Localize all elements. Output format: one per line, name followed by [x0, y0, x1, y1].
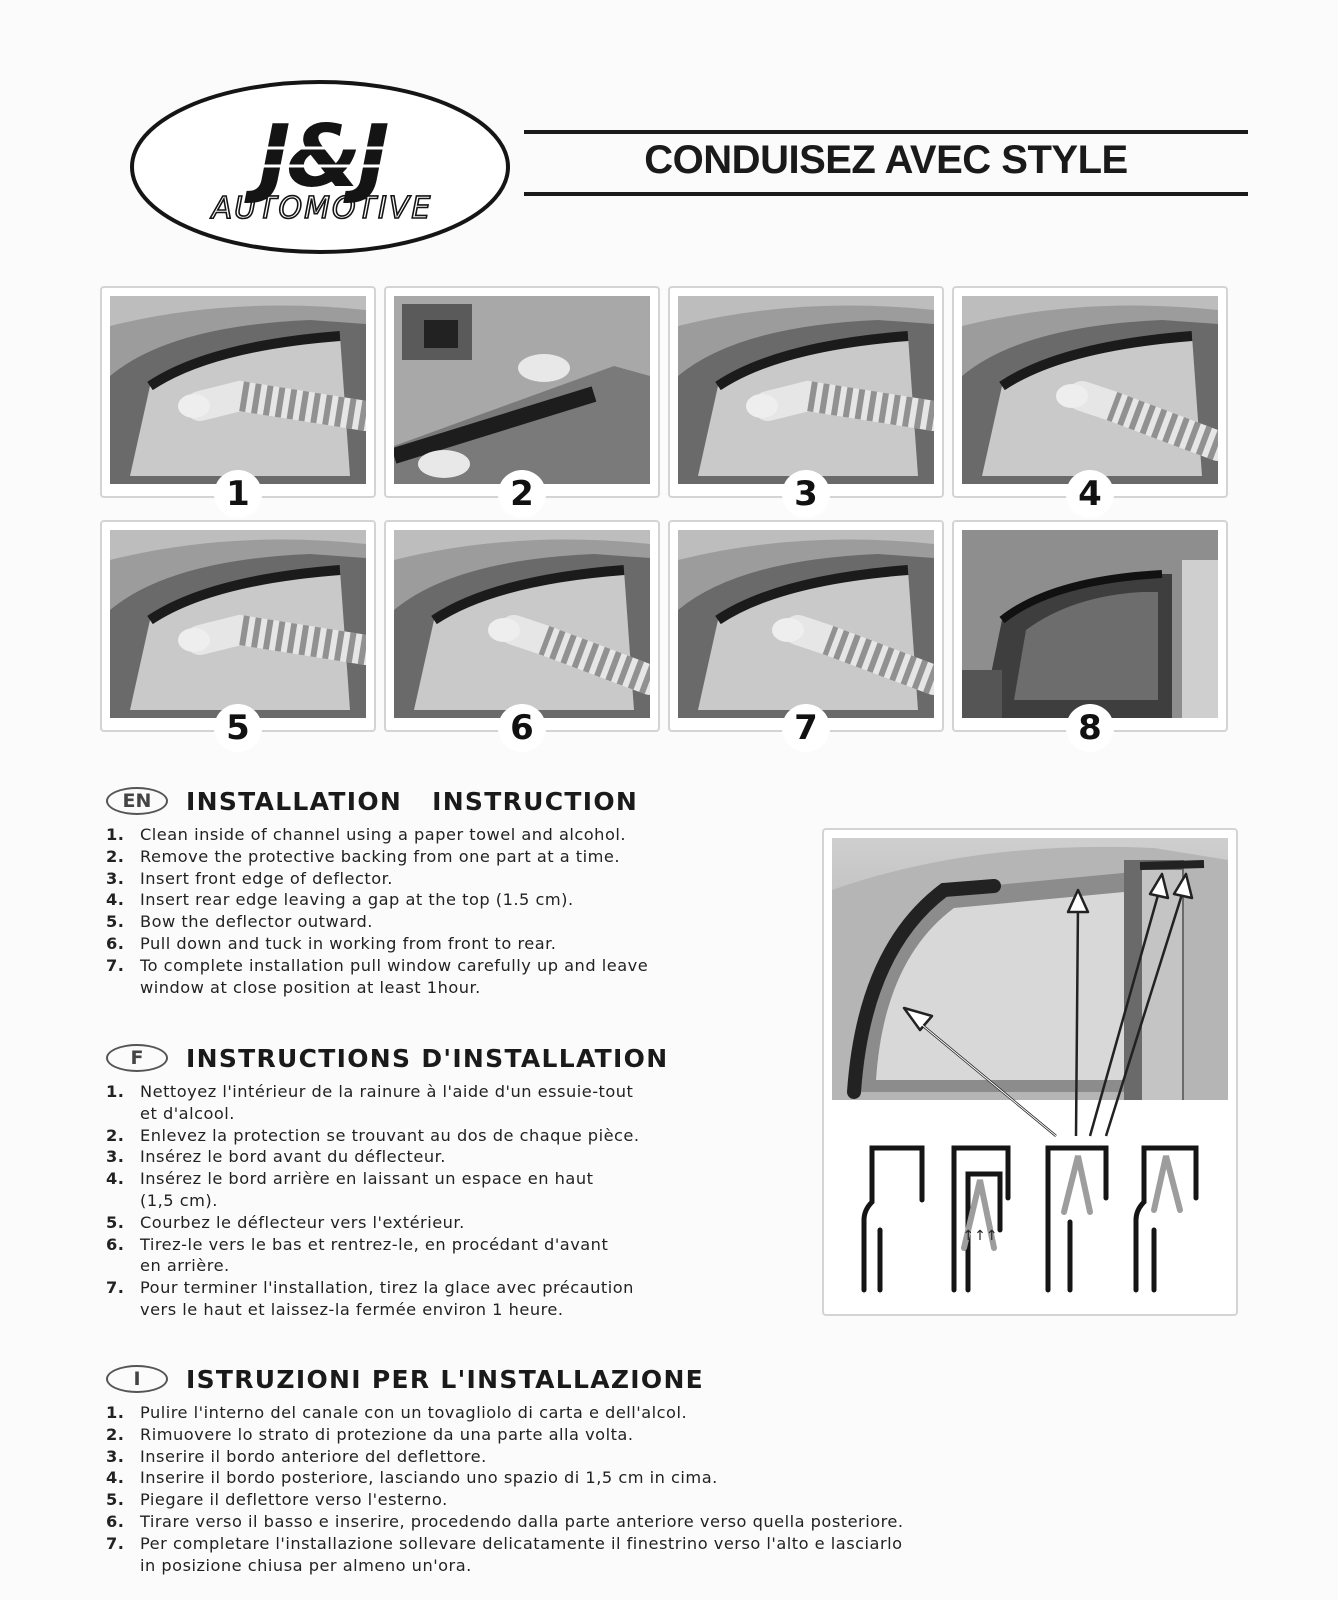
instruction-step-number: 7. [106, 1533, 125, 1553]
instruction-step-number: 1. [106, 1403, 125, 1422]
instruction-step-number: 4. [106, 1169, 125, 1189]
instruction-step-text [140, 1125, 668, 1147]
instruction-step-text [140, 1168, 668, 1212]
instruction-step [106, 933, 648, 955]
instruction-step-text [140, 1402, 904, 1424]
instruction-line: Clean inside of channel using a paper towel and alcohol. [140, 825, 626, 844]
hand-on-window-icon [110, 296, 366, 484]
instruction-step-number: 3. [106, 868, 125, 888]
instruction-step-number: 4. [106, 1468, 125, 1488]
step-card-7 [668, 520, 944, 748]
instruction-line: Pull down and tuck in working from front to rear. [140, 933, 557, 953]
slogan: CONDUISEZ AVEC STYLE [644, 138, 1128, 182]
instruction-step-number: 1. [106, 1082, 125, 1101]
step-number-3: 3 [782, 470, 830, 518]
channel-diagram [822, 828, 1238, 1316]
logo-main-text: J&J [258, 107, 386, 207]
instruction-step-text [140, 846, 648, 868]
instruction-line: Pulire l'interno del canale con un tovagliolo di carta e dell'alcol. [140, 1403, 688, 1422]
instruction-list-en [106, 824, 648, 998]
instruction-step-number: 6. [106, 1234, 125, 1254]
instruction-step [106, 1533, 904, 1577]
instruction-step [106, 1446, 904, 1468]
instruction-step-number: 1. [106, 825, 125, 844]
instruction-line: en arrière. [140, 1256, 230, 1276]
instruction-step [106, 1168, 668, 1212]
instruction-line: Tirez-le vers le bas et rentrez-le, en procédant d'avant [140, 1234, 609, 1254]
instruction-step [106, 868, 648, 890]
section-title-it: ISTRUZIONI PER L'INSTALLAZIONE [186, 1364, 705, 1394]
instruction-step-number: 7. [106, 1278, 125, 1298]
step-card-8 [952, 520, 1228, 748]
instruction-step-text [140, 955, 648, 999]
instruction-step-text [140, 868, 648, 890]
step-card-6 [384, 520, 660, 748]
instruction-step-text [140, 933, 648, 955]
language-badge-it: I [106, 1365, 168, 1393]
instruction-step [106, 1081, 668, 1125]
instruction-step-number: 6. [106, 933, 125, 953]
instruction-step [106, 1234, 668, 1278]
step-card-3 [668, 286, 944, 514]
instruction-step [106, 955, 648, 999]
instruction-step [106, 1277, 668, 1321]
instruction-step-number: 3. [106, 1446, 125, 1466]
instruction-line: window at close position at least 1hour. [140, 977, 481, 997]
instruction-step-text [140, 1212, 668, 1234]
step-number-4: 4 [1066, 470, 1114, 518]
instruction-step [106, 824, 648, 846]
instruction-line: in posizione chiusa per almeno un'ora. [140, 1555, 472, 1575]
language-badge-en: EN [106, 787, 168, 815]
step-number-1: 1 [214, 470, 262, 518]
instruction-step-text [140, 911, 648, 933]
instruction-step-text [140, 1081, 668, 1125]
instruction-step [106, 911, 648, 933]
slogan-rule-top [524, 130, 1248, 134]
step-card-2 [384, 286, 660, 514]
instruction-step [106, 1125, 668, 1147]
instruction-line: Inserire il bordo posteriore, lasciando uno spazio di 1,5 cm in cima. [140, 1468, 718, 1488]
instruction-line: Courbez le déflecteur vers l'extérieur. [140, 1212, 465, 1232]
instruction-step-number: 6. [106, 1511, 125, 1531]
bow-deflector-icon [110, 530, 366, 718]
instruction-step-text [140, 1424, 904, 1446]
instruction-step-text [140, 889, 648, 911]
step-card-1 [100, 286, 376, 514]
section-en [106, 784, 648, 998]
instruction-step-number: 2. [106, 1125, 125, 1145]
instruction-line: (1,5 cm). [140, 1190, 218, 1210]
section-title-fr: INSTRUCTIONS D'INSTALLATION [186, 1043, 669, 1073]
instruction-line: To complete installation pull window carefully up and leave [140, 955, 649, 975]
step-photo-grid [100, 286, 1248, 748]
instruction-line: Insérez le bord arrière en laissant un espace en haut [140, 1169, 594, 1189]
channel-cross-section-icon [824, 830, 1236, 1314]
instruction-step [106, 889, 648, 911]
instruction-line: Per completare l'installazione sollevare delicatamente il finestrino verso l'alto e lasciarlo [140, 1533, 903, 1553]
instruction-step [106, 1511, 904, 1533]
instruction-step-text [140, 1277, 668, 1321]
instruction-step-number: 4. [106, 890, 125, 910]
instruction-step-text [140, 1489, 904, 1511]
instruction-line: Inserire il bordo anteriore del deflettore. [140, 1446, 487, 1466]
step-number-2: 2 [498, 470, 546, 518]
press-down-icon [678, 530, 934, 718]
step-number-7: 7 [782, 704, 830, 752]
step-number-5: 5 [214, 704, 262, 752]
step-number-6: 6 [498, 704, 546, 752]
instruction-step-text [140, 824, 648, 846]
instruction-list-fr [106, 1081, 668, 1321]
instruction-step [106, 1467, 904, 1489]
instruction-step-number: 5. [106, 912, 125, 932]
instruction-line: Insérez le bord avant du déflecteur. [140, 1147, 446, 1167]
instruction-step-number: 7. [106, 955, 125, 975]
logo-sub-text: AUTOMOTIVE [211, 191, 433, 226]
instruction-line: Rimuovere lo strato di protezione da una parte alla volta. [140, 1424, 634, 1444]
instruction-step-number: 3. [106, 1147, 125, 1167]
instruction-step-text [140, 1146, 668, 1168]
step-card-5 [100, 520, 376, 748]
instruction-step [106, 1402, 904, 1424]
section-title-en: INSTALLATION INSTRUCTION [186, 786, 639, 816]
section-it [106, 1362, 904, 1576]
instruction-step [106, 1424, 904, 1446]
insert-front-edge-icon [678, 296, 934, 484]
instruction-line: Nettoyez l'intérieur de la rainure à l'aide d'un essuie-tout [140, 1082, 634, 1101]
brand-logo [128, 78, 512, 256]
instruction-line: Bow the deflector outward. [140, 912, 373, 932]
instruction-line: Pour terminer l'installation, tirez la glace avec précaution [140, 1278, 634, 1298]
instruction-line: Remove the protective backing from one part at a time. [140, 846, 621, 866]
instruction-list-it [106, 1402, 904, 1576]
insert-rear-edge-icon [962, 296, 1218, 484]
instruction-line: Insert rear edge leaving a gap at the top (1.5 cm). [140, 890, 574, 910]
slogan-rule-bottom [524, 192, 1248, 196]
instruction-step-number: 2. [106, 846, 125, 866]
instruction-step-number: 5. [106, 1212, 125, 1232]
instruction-line: vers le haut et laissez-la fermée environ 1 heure. [140, 1299, 564, 1319]
instruction-step-number: 2. [106, 1424, 125, 1444]
step-card-4 [952, 286, 1228, 514]
instruction-step-text [140, 1467, 904, 1489]
instruction-line: et d'alcool. [140, 1103, 235, 1123]
instruction-line: Piegare il deflettore verso l'esterno. [140, 1490, 448, 1510]
section-fr [106, 1041, 668, 1321]
instruction-step [106, 1146, 668, 1168]
instruction-step-text [140, 1511, 904, 1533]
instruction-step-text [140, 1446, 904, 1468]
instruction-step-text [140, 1533, 904, 1577]
push-up-arrows: ↑↑↑ [962, 1228, 998, 1244]
instruction-line: Enlevez la protection se trouvant au dos de chaque pièce. [140, 1125, 640, 1145]
instruction-step [106, 1212, 668, 1234]
instruction-line: Insert front edge of deflector. [140, 868, 393, 888]
instruction-step-number: 5. [106, 1490, 125, 1510]
instruction-step [106, 1489, 904, 1511]
peel-backing-icon [394, 296, 650, 484]
step-number-8: 8 [1066, 704, 1114, 752]
tuck-in-icon [394, 530, 650, 718]
language-badge-fr: F [106, 1044, 168, 1072]
instruction-step-text [140, 1234, 668, 1278]
installed-deflector-icon [962, 530, 1218, 718]
instruction-line: Tirare verso il basso e inserire, procedendo dalla parte anteriore verso quella posteriore. [140, 1511, 904, 1531]
instruction-step [106, 846, 648, 868]
